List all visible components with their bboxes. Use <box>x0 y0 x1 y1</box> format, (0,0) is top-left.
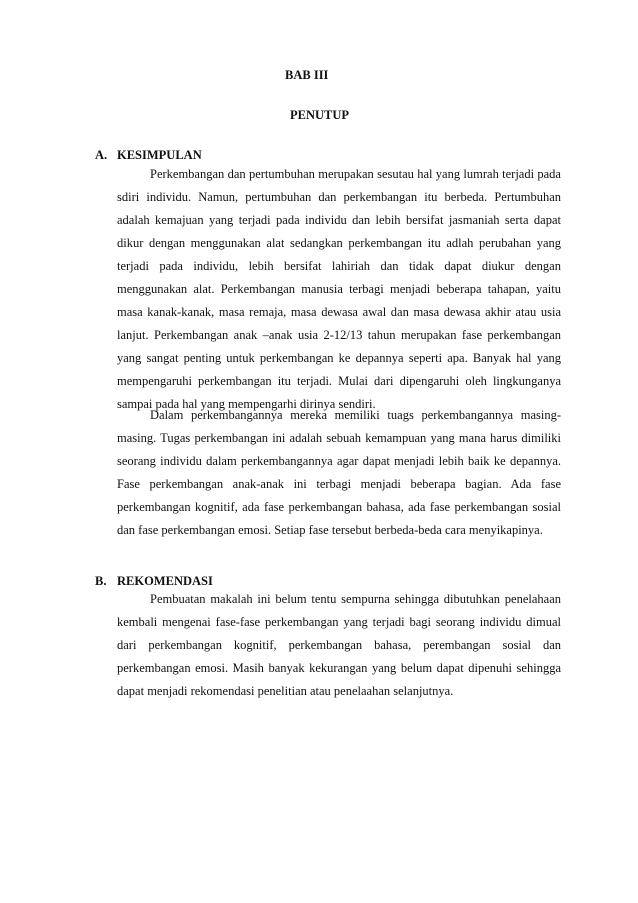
section-letter: B. <box>95 574 107 588</box>
paragraph-kesimpulan-2: Dalam perkembangannya mereka memiliki tuags perkembangannya masing-masing. Tugas perkembangan ini adalah sebuah kemampuan yang mana harus dimiliki seorang individu dalam perkembangannya agar dapat menjadi lebih baik ke depannya. Fase perkembangan anak-anak ini terbagi menjadi beberapa bagian. Ada fase perkembangan kognitif, ada fase perkembangan bahasa, ada fase perkembangan sosial dan fase perkembangan emosi. Setiap fase tersebut berbeda-beda cara menyikapinya. <box>117 408 561 537</box>
section-letter: A. <box>95 148 108 162</box>
section-heading-kesimpulan <box>95 148 202 163</box>
paragraph-kesimpulan-1: Perkembangan dan pertumbuhan merupakan sesutau hal yang lumrah terjadi pada sdiri individu. Namun, pertumbuhan dan perkembangan itu berbeda. Pertumbuhan adalah kemajuan yang terjadi pada individu dan lebih bersifat jasmaniah serta dapat dikur dengan menggunakan alat sedangkan perkembangan itu adlah perubahan yang terjadi pada individu, lebih bersifat lahiriah dan tidak dapat diukur dengan menggunakan alat. Perkembangan manusia terbagi menjadi beberapa tahapan, yaitu masa kanak-kanak, masa remaja, masa dewasa awal dan masa dewasa akhir atau usia lanjut. Perkembangan anak –anak usia 2-12/13 tahun merupakan fase perkembangan yang sangat penting untuk perkembangan ke depannya seperti apa. Banyak hal yang mempengaruhi perkembangan itu terjadi. Mulai dari dipengaruhi oleh lingkunganya sampai pada hal yang mempengarhi dirinya sendiri. <box>117 167 561 411</box>
paragraph-rekomendasi-1: Pembuatan makalah ini belum tentu sempurna sehingga dibutuhkan penelahaan kembali mengenai fase-fase perkembangan yang terjadi bagi seorang individu dimual dari perkembangan kognitif, perkembangan bahasa, perembangan sosial dan perkembangan emosi. Masih banyak kekurangan yang belum dapat dipenuhi sehingga dapat menjadi rekomendasi penelitian atau penelaahan selanjutnya. <box>117 592 561 698</box>
section-title: KESIMPULAN <box>117 148 202 162</box>
chapter-label: BAB III <box>285 68 329 82</box>
section-heading-rekomendasi <box>95 574 213 589</box>
section-title: REKOMENDASI <box>117 574 213 588</box>
chapter-title: PENUTUP <box>290 108 350 122</box>
